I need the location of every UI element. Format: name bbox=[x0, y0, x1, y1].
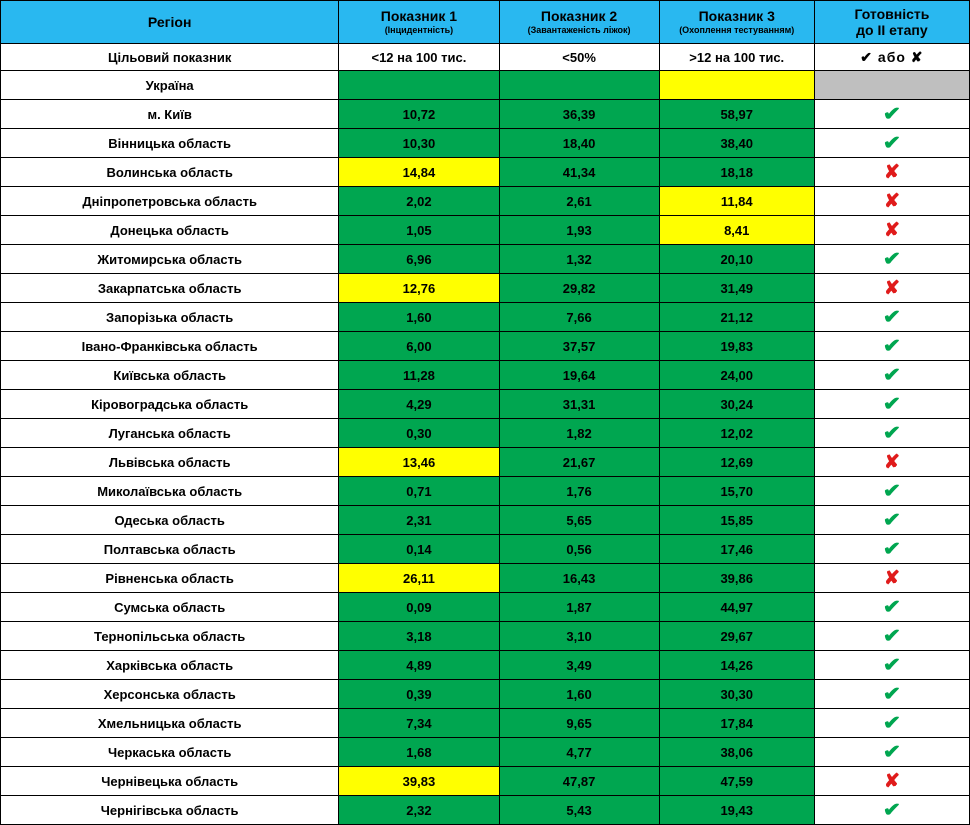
row-region-name: Черкаська область bbox=[1, 738, 339, 767]
row-region-name: Чернівецька область bbox=[1, 767, 339, 796]
row-indicator2-value: 47,87 bbox=[499, 767, 659, 796]
row-readiness-cell bbox=[814, 100, 969, 129]
check-icon: ✔ bbox=[882, 132, 902, 154]
row-indicator3-value: 30,30 bbox=[659, 680, 814, 709]
row-region-name: Миколаївська область bbox=[1, 477, 339, 506]
table-row bbox=[1, 477, 970, 506]
row-region-name: Львівська область bbox=[1, 448, 339, 477]
column-header-indicator3-subtitle: (Охоплення тестуванням) bbox=[679, 25, 795, 36]
check-icon: ✔ bbox=[882, 422, 902, 444]
row-indicator3-value: 11,84 bbox=[659, 187, 814, 216]
table-row bbox=[1, 419, 970, 448]
row-readiness-cell bbox=[814, 448, 969, 477]
column-header-indicator3 bbox=[659, 1, 814, 44]
check-icon: ✔ bbox=[882, 480, 902, 502]
table-row bbox=[1, 274, 970, 303]
cross-icon: ✘ bbox=[883, 277, 900, 299]
row-readiness-cell bbox=[814, 738, 969, 767]
row-indicator1-value: 14,84 bbox=[339, 158, 499, 187]
row-readiness-cell bbox=[814, 332, 969, 361]
row-readiness-cell bbox=[814, 390, 969, 419]
check-icon: ✔ bbox=[882, 741, 902, 763]
row-indicator2-value: 21,67 bbox=[499, 448, 659, 477]
row-indicator1-value: 0,09 bbox=[339, 593, 499, 622]
column-header-readiness-line2: до II етапу bbox=[856, 22, 928, 38]
row-indicator2-value: 41,34 bbox=[499, 158, 659, 187]
row-indicator3-value: 19,83 bbox=[659, 332, 814, 361]
target-readiness-legend bbox=[814, 44, 969, 71]
row-indicator3-value: 24,00 bbox=[659, 361, 814, 390]
row-indicator2-value: 16,43 bbox=[499, 564, 659, 593]
row-readiness-cell bbox=[814, 419, 969, 448]
row-indicator3-value: 38,40 bbox=[659, 129, 814, 158]
row-indicator2-value: 31,31 bbox=[499, 390, 659, 419]
row-region-name: Україна bbox=[1, 71, 339, 100]
row-indicator1-value: 1,60 bbox=[339, 303, 499, 332]
column-header-indicator2-title: Показник 2 bbox=[540, 8, 618, 25]
row-indicator3-value: 38,06 bbox=[659, 738, 814, 767]
cross-icon: ✘ bbox=[883, 567, 900, 589]
target-indicator2-value: <50% bbox=[499, 44, 659, 71]
table-body bbox=[1, 71, 970, 825]
column-header-readiness bbox=[814, 1, 969, 44]
cross-icon: ✘ bbox=[883, 161, 900, 183]
row-indicator2-value: 9,65 bbox=[499, 709, 659, 738]
row-region-name: Житомирська область bbox=[1, 245, 339, 274]
row-indicator1-value: 6,96 bbox=[339, 245, 499, 274]
row-region-name: Закарпатська область bbox=[1, 274, 339, 303]
check-icon: ✔ bbox=[882, 364, 902, 386]
check-icon: ✔ bbox=[882, 248, 902, 270]
table-row bbox=[1, 332, 970, 361]
column-header-region bbox=[1, 1, 339, 44]
row-readiness-cell bbox=[814, 767, 969, 796]
row-region-name: Херсонська область bbox=[1, 680, 339, 709]
row-indicator1-value: 11,28 bbox=[339, 361, 499, 390]
row-indicator3-value: 30,24 bbox=[659, 390, 814, 419]
row-indicator1-value: 12,76 bbox=[339, 274, 499, 303]
row-region-name: Кіровоградська область bbox=[1, 390, 339, 419]
row-indicator3-value: 58,97 bbox=[659, 100, 814, 129]
check-icon: ✔ bbox=[882, 625, 902, 647]
row-indicator2-value: 1,93 bbox=[499, 216, 659, 245]
row-indicator3-value: 31,49 bbox=[659, 274, 814, 303]
table-row bbox=[1, 622, 970, 651]
row-indicator1-value: 4,29 bbox=[339, 390, 499, 419]
row-indicator2-value: 5,43 bbox=[499, 796, 659, 825]
row-indicator2-value: 3,10 bbox=[499, 622, 659, 651]
row-region-name: Хмельницька область bbox=[1, 709, 339, 738]
row-indicator3-value: 14,26 bbox=[659, 651, 814, 680]
table-row bbox=[1, 187, 970, 216]
row-indicator1-value: 0,71 bbox=[339, 477, 499, 506]
check-icon: ✔ bbox=[882, 103, 902, 125]
row-indicator1-value: 6,00 bbox=[339, 332, 499, 361]
cross-icon: ✘ bbox=[883, 190, 900, 212]
row-readiness-cell bbox=[814, 680, 969, 709]
row-indicator2-value: 1,32 bbox=[499, 245, 659, 274]
row-indicator1-value: 2,32 bbox=[339, 796, 499, 825]
table-row bbox=[1, 651, 970, 680]
row-indicator2-value: 18,40 bbox=[499, 129, 659, 158]
row-region-name: Вінницька область bbox=[1, 129, 339, 158]
check-icon: ✔ bbox=[882, 683, 902, 705]
row-indicator3-value: 17,84 bbox=[659, 709, 814, 738]
row-indicator1-value: 1,68 bbox=[339, 738, 499, 767]
row-readiness-cell bbox=[814, 274, 969, 303]
table-row bbox=[1, 245, 970, 274]
row-readiness-cell bbox=[814, 796, 969, 825]
column-header-indicator2 bbox=[499, 1, 659, 44]
row-indicator2-value: 29,82 bbox=[499, 274, 659, 303]
row-readiness-cell bbox=[814, 158, 969, 187]
row-region-name: Полтавська область bbox=[1, 535, 339, 564]
row-indicator3-value: 8,41 bbox=[659, 216, 814, 245]
row-readiness-cell bbox=[814, 564, 969, 593]
table-row bbox=[1, 216, 970, 245]
check-icon: ✔ bbox=[882, 654, 902, 676]
row-region-name: Донецька область bbox=[1, 216, 339, 245]
row-readiness-cell bbox=[814, 361, 969, 390]
row-indicator1-value: 0,39 bbox=[339, 680, 499, 709]
row-region-name: Чернігівська область bbox=[1, 796, 339, 825]
row-indicator3-value: 17,46 bbox=[659, 535, 814, 564]
table-row bbox=[1, 448, 970, 477]
table-row bbox=[1, 361, 970, 390]
column-header-region-title: Регіон bbox=[147, 13, 192, 30]
row-indicator3-value: 15,70 bbox=[659, 477, 814, 506]
row-region-name: Дніпропетровська область bbox=[1, 187, 339, 216]
table-row bbox=[1, 129, 970, 158]
row-indicator3-value: 47,59 bbox=[659, 767, 814, 796]
row-indicator1-value: 4,89 bbox=[339, 651, 499, 680]
row-indicator2-value: 2,61 bbox=[499, 187, 659, 216]
column-header-indicator1-title: Показник 1 bbox=[380, 8, 458, 25]
row-readiness-cell bbox=[814, 535, 969, 564]
target-values-row bbox=[1, 44, 970, 71]
row-region-name: Рівненська область bbox=[1, 564, 339, 593]
row-indicator1-value: 0,30 bbox=[339, 419, 499, 448]
table-row bbox=[1, 303, 970, 332]
row-indicator2-value: 4,77 bbox=[499, 738, 659, 767]
row-region-name: Київська область bbox=[1, 361, 339, 390]
row-indicator1-value: 2,31 bbox=[339, 506, 499, 535]
table-row bbox=[1, 506, 970, 535]
row-indicator3-value: 29,67 bbox=[659, 622, 814, 651]
row-indicator2-value: 19,64 bbox=[499, 361, 659, 390]
readiness-legend-text: ✔ або ✘ bbox=[860, 48, 924, 65]
table-row bbox=[1, 71, 970, 100]
row-indicator1-value: 10,30 bbox=[339, 129, 499, 158]
row-region-name: Луганська область bbox=[1, 419, 339, 448]
row-indicator2-value: 1,76 bbox=[499, 477, 659, 506]
column-header-indicator1-subtitle: (Інцидентність) bbox=[384, 25, 454, 36]
row-readiness-cell bbox=[814, 506, 969, 535]
row-readiness-cell bbox=[814, 593, 969, 622]
cross-icon: ✘ bbox=[883, 451, 900, 473]
table-row bbox=[1, 158, 970, 187]
check-icon: ✔ bbox=[882, 335, 902, 357]
check-icon: ✔ bbox=[882, 538, 902, 560]
row-readiness-cell bbox=[814, 477, 969, 506]
cross-icon: ✘ bbox=[883, 219, 900, 241]
check-icon: ✔ bbox=[882, 799, 902, 821]
row-indicator3-value: 12,69 bbox=[659, 448, 814, 477]
row-region-name: Волинська область bbox=[1, 158, 339, 187]
row-indicator3-value: 21,12 bbox=[659, 303, 814, 332]
row-indicator2-value bbox=[499, 71, 659, 100]
row-indicator1-value: 26,11 bbox=[339, 564, 499, 593]
column-header-indicator3-title: Показник 3 bbox=[698, 8, 775, 25]
row-readiness-cell bbox=[814, 71, 969, 100]
row-indicator3-value: 18,18 bbox=[659, 158, 814, 187]
row-indicator1-value: 1,05 bbox=[339, 216, 499, 245]
row-readiness-cell bbox=[814, 651, 969, 680]
target-indicator1-value: <12 на 100 тис. bbox=[339, 44, 499, 71]
check-icon: ✔ bbox=[882, 712, 902, 734]
row-indicator2-value: 7,66 bbox=[499, 303, 659, 332]
row-indicator3-value: 20,10 bbox=[659, 245, 814, 274]
cross-icon: ✘ bbox=[883, 770, 900, 792]
row-readiness-cell bbox=[814, 709, 969, 738]
row-indicator3-value: 39,86 bbox=[659, 564, 814, 593]
table-row bbox=[1, 767, 970, 796]
table-header-row bbox=[1, 1, 970, 44]
check-icon: ✔ bbox=[882, 596, 902, 618]
row-readiness-cell bbox=[814, 129, 969, 158]
target-indicator3-value: >12 на 100 тис. bbox=[659, 44, 814, 71]
row-region-name: Тернопільська область bbox=[1, 622, 339, 651]
row-region-name: Одеська область bbox=[1, 506, 339, 535]
row-region-name: Івано-Франківська область bbox=[1, 332, 339, 361]
check-icon: ✔ bbox=[882, 509, 902, 531]
table-row bbox=[1, 738, 970, 767]
row-indicator1-value: 10,72 bbox=[339, 100, 499, 129]
table-row bbox=[1, 100, 970, 129]
row-indicator2-value: 0,56 bbox=[499, 535, 659, 564]
row-readiness-cell bbox=[814, 187, 969, 216]
row-indicator1-value bbox=[339, 71, 499, 100]
row-region-name: Запорізька область bbox=[1, 303, 339, 332]
row-indicator2-value: 3,49 bbox=[499, 651, 659, 680]
table-row bbox=[1, 796, 970, 825]
column-header-readiness-line1: Готовність bbox=[854, 5, 930, 22]
column-header-indicator1 bbox=[339, 1, 499, 44]
row-indicator2-value: 5,65 bbox=[499, 506, 659, 535]
table-row bbox=[1, 564, 970, 593]
row-readiness-cell bbox=[814, 245, 969, 274]
table-row bbox=[1, 680, 970, 709]
check-icon: ✔ bbox=[882, 306, 902, 328]
target-row-label: Цільовий показник bbox=[1, 44, 339, 71]
check-icon: ✔ bbox=[882, 393, 902, 415]
row-readiness-cell bbox=[814, 303, 969, 332]
row-indicator3-value: 19,43 bbox=[659, 796, 814, 825]
row-indicator1-value: 2,02 bbox=[339, 187, 499, 216]
row-readiness-cell bbox=[814, 622, 969, 651]
row-region-name: м. Київ bbox=[1, 100, 339, 129]
row-readiness-cell bbox=[814, 216, 969, 245]
row-indicator3-value: 12,02 bbox=[659, 419, 814, 448]
row-indicator1-value: 3,18 bbox=[339, 622, 499, 651]
row-indicator1-value: 0,14 bbox=[339, 535, 499, 564]
row-indicator3-value: 15,85 bbox=[659, 506, 814, 535]
row-indicator2-value: 37,57 bbox=[499, 332, 659, 361]
row-region-name: Сумська область bbox=[1, 593, 339, 622]
row-indicator2-value: 36,39 bbox=[499, 100, 659, 129]
row-indicator3-value: 44,97 bbox=[659, 593, 814, 622]
table-row bbox=[1, 593, 970, 622]
column-header-indicator2-subtitle: (Завантаженість ліжок) bbox=[527, 25, 631, 36]
table-row bbox=[1, 390, 970, 419]
table-row bbox=[1, 709, 970, 738]
row-indicator1-value: 7,34 bbox=[339, 709, 499, 738]
table-row bbox=[1, 535, 970, 564]
row-indicator2-value: 1,60 bbox=[499, 680, 659, 709]
row-indicator1-value: 39,83 bbox=[339, 767, 499, 796]
row-indicator3-value bbox=[659, 71, 814, 100]
row-region-name: Харківська область bbox=[1, 651, 339, 680]
row-indicator2-value: 1,87 bbox=[499, 593, 659, 622]
row-indicator2-value: 1,82 bbox=[499, 419, 659, 448]
row-indicator1-value: 13,46 bbox=[339, 448, 499, 477]
